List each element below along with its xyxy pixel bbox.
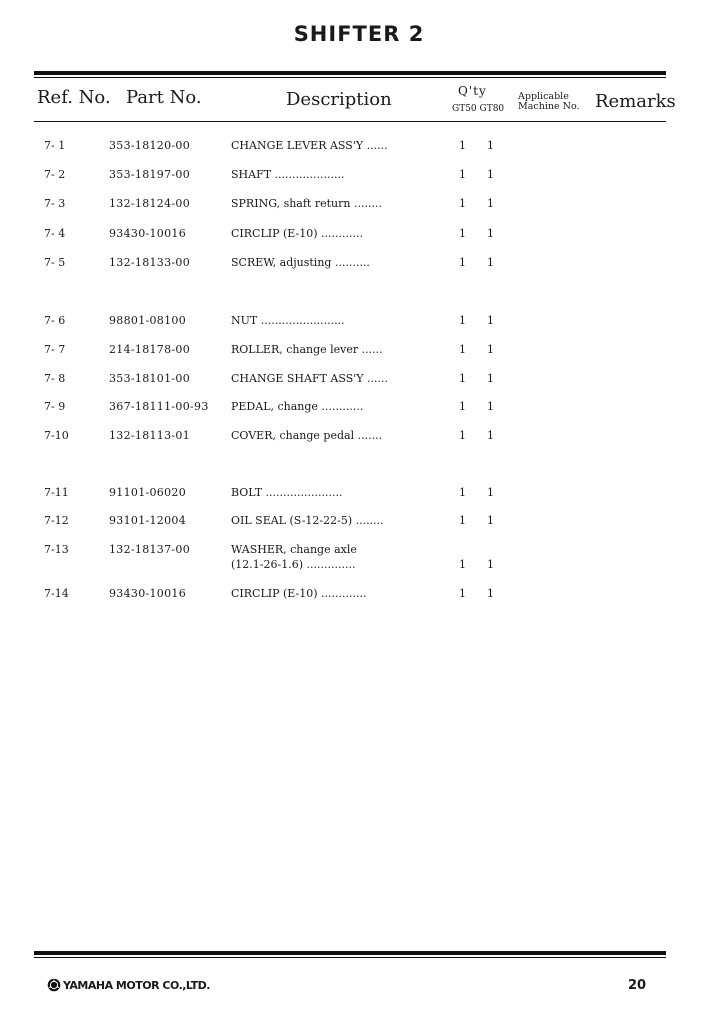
qty-gt50: 1	[459, 514, 466, 527]
description: CHANGE LEVER ASS'Y ......	[231, 139, 388, 152]
header-part-no: Part No.	[126, 87, 202, 108]
table-row	[0, 343, 718, 369]
ref-no: 7- 8	[44, 372, 66, 385]
header-description: Description	[286, 89, 392, 110]
description: ROLLER, change lever ......	[231, 343, 383, 356]
header-applicable-line1: Applicable	[518, 91, 569, 102]
ref-no: 7- 5	[44, 256, 66, 269]
company-name: YAMAHA MOTOR CO.,LTD.	[63, 979, 210, 992]
ref-no: 7-11	[44, 486, 69, 499]
part-no: 214-18178-00	[109, 343, 191, 356]
table-row	[0, 168, 718, 194]
header-ref-no: Ref. No.	[37, 87, 111, 108]
description: SPRING, shaft return ........	[231, 197, 382, 210]
description: CIRCLIP (E-10) .............	[231, 587, 367, 600]
qty-gt50: 1	[459, 343, 466, 356]
ref-no: 7-14	[44, 587, 69, 600]
bottom-rule-thin	[34, 957, 666, 958]
qty-gt50: 1	[459, 429, 466, 442]
ref-no: 7-10	[44, 429, 69, 442]
header-qty-models: GT50 GT80	[452, 104, 505, 114]
ref-no: 7- 9	[44, 400, 66, 413]
table-row	[0, 486, 718, 512]
part-no: 98801-08100	[109, 314, 187, 327]
description: OIL SEAL (S-12-22-5) ........	[231, 514, 384, 527]
ref-no: 7- 4	[44, 227, 66, 240]
part-no: 132-18133-00	[109, 256, 191, 269]
header-applicable	[518, 92, 580, 112]
part-no: 93430-10016	[109, 587, 187, 600]
qty-gt80: 1	[487, 343, 494, 356]
qty-gt50: 1	[459, 197, 466, 210]
qty-gt80: 1	[487, 486, 494, 499]
ref-no: 7- 7	[44, 343, 66, 356]
description: CIRCLIP (E-10) ............	[231, 227, 363, 240]
part-no: 132-18113-01	[109, 429, 191, 442]
qty-gt80: 1	[487, 400, 494, 413]
qty-gt50: 1	[459, 558, 466, 571]
page-number: 20	[628, 978, 647, 993]
part-no: 353-18101-00	[109, 372, 191, 385]
qty-gt50: 1	[459, 168, 466, 181]
table-row	[0, 400, 718, 426]
page-title: SHIFTER 2	[293, 22, 425, 46]
qty-gt80: 1	[487, 429, 494, 442]
top-rule	[34, 71, 666, 75]
qty-gt80: 1	[487, 514, 494, 527]
ref-no: 7- 6	[44, 314, 66, 327]
qty-gt80: 1	[487, 168, 494, 181]
qty-gt50: 1	[459, 372, 466, 385]
qty-gt80: 1	[487, 558, 494, 571]
description: SHAFT ....................	[231, 168, 345, 181]
qty-gt80: 1	[487, 139, 494, 152]
qty-gt80: 1	[487, 314, 494, 327]
ref-no: 7- 3	[44, 197, 66, 210]
part-no: 91101-06020	[109, 486, 187, 499]
yamaha-logo-icon	[47, 978, 61, 992]
qty-gt50: 1	[459, 227, 466, 240]
table-row	[0, 139, 718, 165]
description: WASHER, change axle	[231, 543, 357, 556]
part-no: 367-18111-00-93	[109, 400, 209, 413]
part-no: 353-18197-00	[109, 168, 191, 181]
table-row	[0, 197, 718, 223]
qty-gt50: 1	[459, 139, 466, 152]
ref-no: 7- 2	[44, 168, 66, 181]
qty-gt80: 1	[487, 372, 494, 385]
description: COVER, change pedal .......	[231, 429, 383, 442]
header-applicable-line2: Machine No.	[518, 101, 580, 112]
ref-no: 7-13	[44, 543, 69, 556]
description: NUT ........................	[231, 314, 345, 327]
table-row	[0, 314, 718, 340]
part-no: 93430-10016	[109, 227, 187, 240]
part-no: 353-18120-00	[109, 139, 191, 152]
header-rule	[34, 121, 666, 122]
table-row	[0, 372, 718, 398]
part-no: 132-18124-00	[109, 197, 191, 210]
description: CHANGE SHAFT ASS'Y ......	[231, 372, 389, 385]
table-row	[0, 227, 718, 253]
description-continued: (12.1-26-1.6) ..............	[231, 558, 356, 571]
description: PEDAL, change ............	[231, 400, 364, 413]
part-no: 93101-12004	[109, 514, 187, 527]
description: BOLT ......................	[231, 486, 343, 499]
qty-gt50: 1	[459, 256, 466, 269]
table-row	[0, 514, 718, 540]
table-row	[0, 256, 718, 282]
table-row	[0, 429, 718, 455]
bottom-rule	[34, 951, 666, 955]
ref-no: 7-12	[44, 514, 69, 527]
qty-gt80: 1	[487, 587, 494, 600]
header-qty: Q'ty	[458, 84, 487, 98]
qty-gt50: 1	[459, 400, 466, 413]
qty-gt50: 1	[459, 486, 466, 499]
qty-gt50: 1	[459, 587, 466, 600]
table-row	[0, 587, 718, 613]
qty-gt80: 1	[487, 256, 494, 269]
table-row	[0, 543, 718, 579]
qty-gt80: 1	[487, 197, 494, 210]
qty-gt80: 1	[487, 227, 494, 240]
part-no: 132-18137-00	[109, 543, 191, 556]
qty-gt50: 1	[459, 314, 466, 327]
header-remarks: Remarks	[595, 91, 676, 112]
ref-no: 7- 1	[44, 139, 66, 152]
top-rule-thin	[34, 77, 666, 78]
description: SCREW, adjusting ..........	[231, 256, 370, 269]
